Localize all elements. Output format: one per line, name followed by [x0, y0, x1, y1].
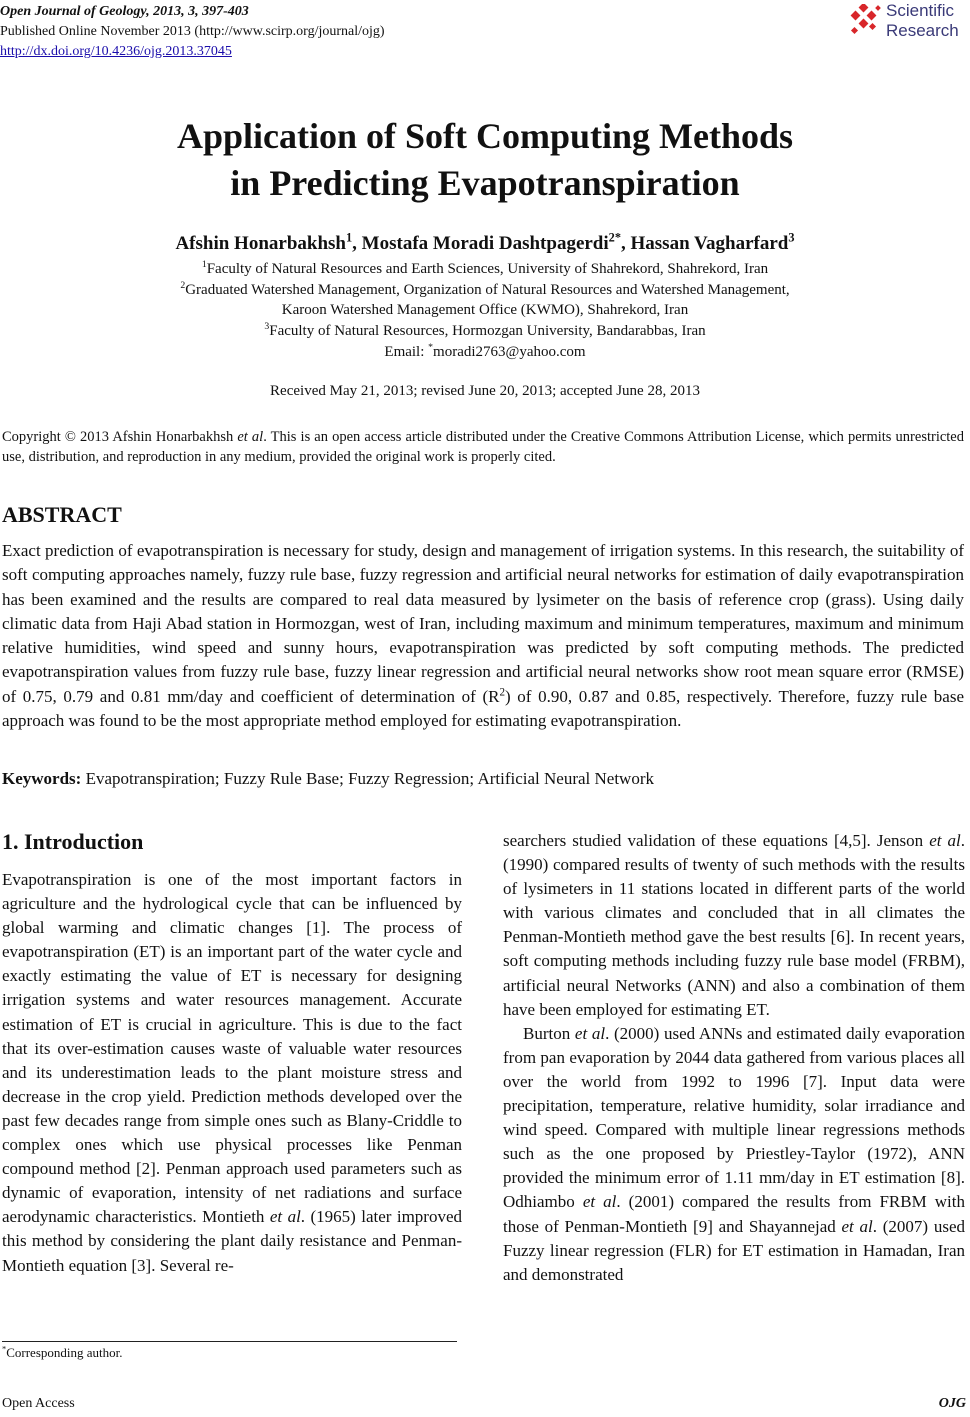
p2-text-a: Burton [523, 1023, 575, 1043]
affil-3-sup: 3 [264, 321, 270, 333]
journal-volume: , 2013, 3, 397-403 [146, 4, 249, 19]
affil-1-sup: 1 [201, 259, 207, 270]
column-right [503, 829, 965, 1287]
p1-text-b: . (1965) later improved this method by considering the plant daily resistance and Penman-Montieth equation [3]. Several re- [2, 1207, 462, 1275]
logo-word-1: Scientific [886, 1, 955, 20]
abstract-heading: ABSTRACT [2, 502, 122, 527]
p2-etal-1: et al [574, 1023, 606, 1043]
c2-text-b: . (1990) compared results of twenty of such methods with the results of lysimeters in 11 stations located in different parts of the world with various climates and concluded that in all climates the Penman-Montieth method gave the best results [6]. In recent years, soft computing methods including fuzzy rule base model (FRBM), artificial neural Networks (ANN) and also a combination of them have been employed for estimating ET. [503, 831, 965, 1019]
paper-title [0, 113, 970, 207]
received-dates: Received May 21, 2013; revised June 20, 2013; accepted June 28, 2013 [270, 383, 700, 399]
footer-open-access: Open Access [2, 1396, 75, 1411]
author-list [0, 230, 970, 255]
p2-text-b: . (2000) used ANNs and estimated daily evaporation from pan evaporation by 2044 data gathered from various places all over the world from 1992 to 1996 [7]. Input data were precipitation, temperature, relative humidity, solar irradiance and wind speed. Compared with multiple linear regressions methods such as the one proposed by Priestley-Taylor (1972), ANN provided the minimum error of 1.11 mm/day in ET estimation [8]. Odhiambo [503, 1023, 965, 1212]
published-line: Published Online November 2013 (http://www.scirp.org/journal/ojg) [0, 24, 385, 39]
abstract-body [2, 539, 964, 733]
copyright-pre: Copyright © 2013 Afshin Honarbakhsh [2, 429, 238, 445]
affil-2b: Karoon Watershed Management Office (KWMO), Shahrekord, Iran [281, 302, 689, 319]
copyright-post: . This is an open access article distributed under the Creative Commons Attribution License, which permits unrestricted use, distribution, and reproduction in any medium, provided the original work is properly cited. [2, 429, 964, 465]
author-3: , Hassan Vagharfard [621, 233, 789, 254]
abstract-text-a: Exact prediction of evapotranspiration is necessary for study, design and management of irrigation systems. In this research, the suitability of soft computing approaches namely, fuzzy rule base, fuzzy regression and artificial neural networks for estimation of daily evapotranspiration has been examined and the results are compared to real data measured by lysimeter on the basis of reference crop (grass). Using daily climatic data from Haji Abad station in Hormozgan, west of Iran, including maximum and minimum temperatures, maximum and minimum relative humidities, wind speed and sunny hours, evapotranspiration was predicted by soft computing methods. The predicted evapotranspiration values from fuzzy rule base, fuzzy linear regression and artificial neural networks show root mean square error (RMSE) of 0.75, 0.79 and 0.81 mm/day and coefficient of determination of (R [2, 541, 964, 706]
footnote-divider [2, 1341, 457, 1342]
author-1-sup: 1 [346, 230, 353, 245]
affiliations [0, 259, 970, 363]
scientific-research-logo [848, 2, 966, 42]
author-3-sup: 3 [788, 230, 795, 245]
section-heading-introduction: 1. Introduction [2, 829, 144, 854]
logo-word-2: Research [886, 21, 959, 40]
keywords [2, 769, 654, 789]
footnote-text: Corresponding author. [6, 1345, 123, 1360]
author-2-sup: 2* [608, 230, 621, 245]
logo-mark-icon [848, 4, 884, 38]
intro-paragraph-1 [2, 868, 462, 1278]
affil-2: Graduated Watershed Management, Organization of Natural Resources and Watershed Management, [185, 281, 790, 298]
copyright-notice [2, 427, 964, 467]
affil-1: Faculty of Natural Resources and Earth Sciences, University of Shahrekord, Shahrekord, Iran [206, 261, 769, 277]
journal-name: Open Journal of Geology [0, 4, 147, 19]
author-2: , Mostafa Moradi Dashtpagerdi [352, 233, 609, 254]
intro-paragraph-2 [503, 1022, 965, 1287]
copyright-etal: et al [237, 429, 264, 445]
p1-etal: et al [269, 1207, 301, 1227]
footnote [2, 1345, 122, 1361]
title-line-1: Application of Soft Computing Methods [176, 116, 794, 156]
abstract-text-b: ) of 0.90, 0.87 and 0.85, respectively. Therefore, fuzzy rule base approach was found to be the most appropriate method employed for estimating evapotranspiration. [2, 686, 964, 731]
footer-journal-abbrev: OJG [938, 1396, 966, 1411]
journal-header [0, 2, 385, 62]
keywords-text: Evapotranspiration; Fuzzy Rule Base; Fuzzy Regression; Artificial Neural Network [81, 769, 654, 788]
c2-etal: et al [929, 831, 961, 850]
affil-2-sup: 2 [180, 279, 186, 291]
keywords-label: Keywords: [2, 769, 82, 788]
intro-paragraph-1-cont [503, 829, 965, 1022]
title-line-2: in Predicting Evapotranspiration [230, 163, 740, 203]
footnote-sup: * [2, 1343, 7, 1354]
column-left [2, 868, 462, 1278]
email-label: Email: [384, 343, 429, 360]
p2-text-d: . (2007) used Fuzzy linear regression (FLR) for ET estimation in Hamadan, Iran and demonstrated [503, 1216, 965, 1284]
p2-text-c: . (2001) compared the results from FRBM with those of Penman-Montieth [9] and Shayannejad [503, 1192, 965, 1236]
author-1: Afshin Honarbakhsh [175, 233, 346, 254]
abstract-sup: 2 [499, 686, 505, 699]
email-address[interactable]: moradi2763@yahoo.com [433, 343, 586, 360]
doi-link[interactable]: http://dx.doi.org/10.4236/ojg.2013.37045 [0, 44, 232, 59]
c2-text-a: searchers studied validation of these equations [4,5]. Jenson [503, 831, 930, 850]
p1-text-a: Evapotranspiration is one of the most important factors in agriculture and the hydrological cycle that can be influenced by global warming and climatic changes [1]. The process of evapotranspiration (ET) is an important part of the water cycle and exactly estimating the value of ET is necessary for designing irrigation systems and water resources management. Accurate estimation of ET is crucial in agriculture. This is due to the fact that its over-estimation causes waste of valuable water resources and its underestimation leads to the plant moisture stress and decrease in the crop yield. Prediction methods developed over the past few decades range from simple ones such as Blany-Criddle to complex ones which use physical processes like Penman compound method [2]. Penman approach used parameters such as dynamic of evaporation, intensity of net radiations and surface aerodynamic characteristics. Montieth [2, 870, 462, 1227]
affil-3: Faculty of Natural Resources, Hormozgan University, Bandarabbas, Iran [269, 323, 706, 340]
p2-etal-2: et al [582, 1192, 617, 1212]
email-sup: * [428, 341, 434, 353]
p2-etal-3: et al [841, 1216, 873, 1236]
